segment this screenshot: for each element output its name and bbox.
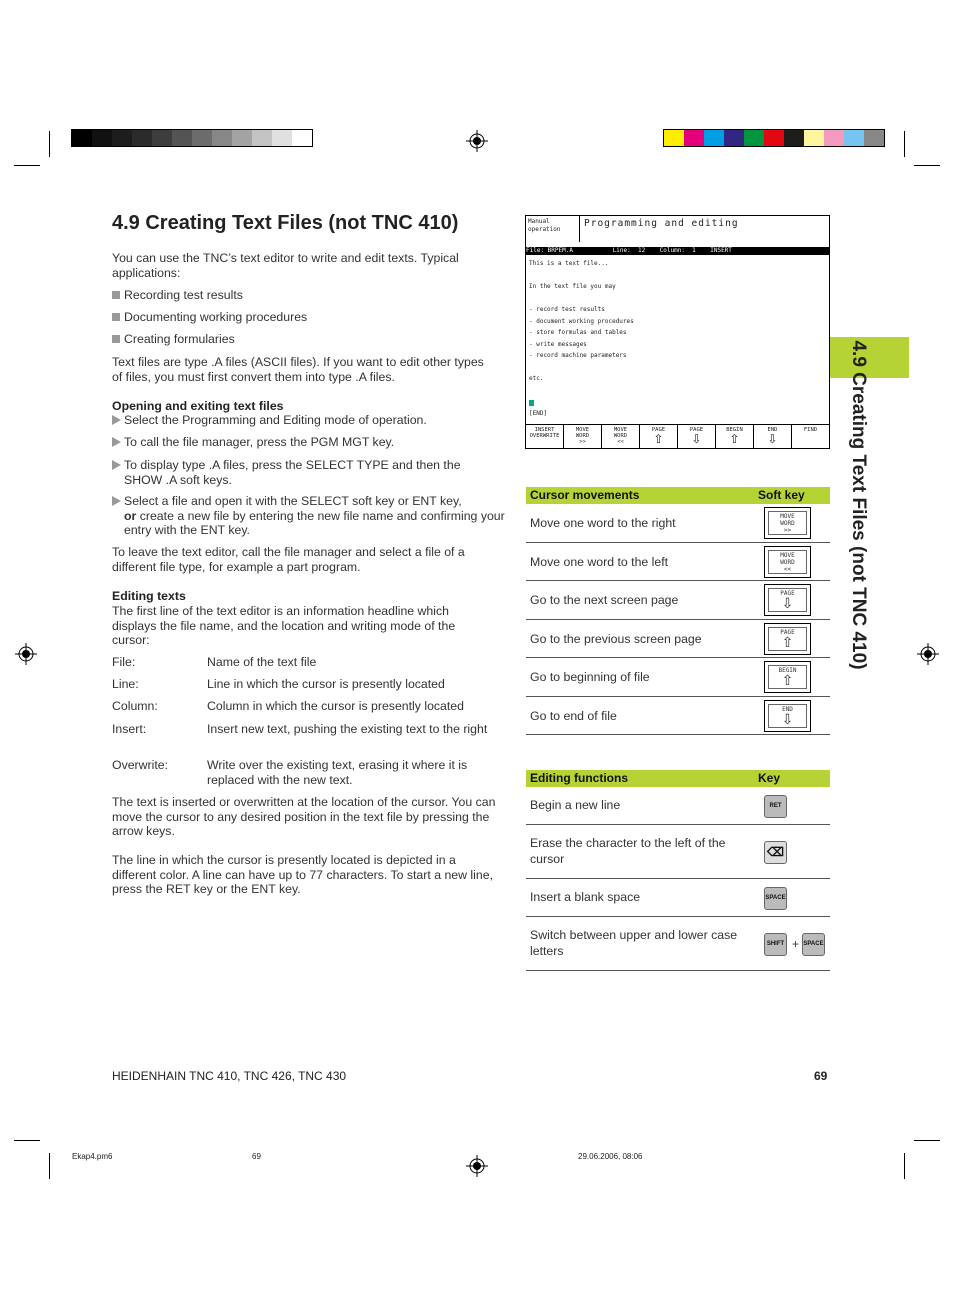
- row-description: Go to beginning of file: [530, 670, 650, 684]
- step-arrow-icon: [112, 415, 121, 425]
- softkey-label: INSERT: [534, 427, 555, 433]
- color-swatch: [784, 130, 804, 146]
- definition-term: Overwrite:: [112, 758, 169, 772]
- screen-text-line: [END]: [529, 409, 548, 417]
- table-header: Cursor movements Soft key: [526, 487, 830, 504]
- crop-mark: [14, 1140, 40, 1141]
- softkey-sublabel: >>: [579, 439, 586, 445]
- row-description: Erase the character to the left of the cursor: [530, 836, 726, 866]
- definition-term: Insert:: [112, 722, 147, 736]
- color-swatch: [232, 130, 252, 146]
- editing-paragraph: The first line of the text editor is an information headline which displays the file name, and the location and writing mode of the cursor:: [112, 604, 456, 648]
- screen-text-line: - record test results: [529, 306, 605, 313]
- registration-mark-icon: [466, 130, 488, 152]
- softkey-label: PAGE: [780, 628, 795, 636]
- softkey-sublabel: <<: [783, 565, 792, 573]
- softkey-image: [764, 507, 811, 539]
- softkey-move-word[interactable]: [564, 425, 602, 448]
- arrow-down-icon: ⇩: [781, 596, 794, 612]
- softkey-face: [768, 588, 807, 612]
- step-item: Select the Programming and Editing mode of operation.: [112, 413, 512, 428]
- color-swatch: [212, 130, 232, 146]
- color-swatch: [664, 130, 684, 146]
- file-types-paragraph: Text files are type .A files (ASCII files). If you want to edit other types of files, you must first convert them into type .A files.: [112, 355, 484, 384]
- color-swatch: [172, 130, 192, 146]
- softkey-image: [764, 623, 811, 655]
- color-swatch: [72, 130, 92, 146]
- definition-description: Line in which the cursor is presently located: [207, 677, 445, 691]
- table-row: [526, 917, 830, 971]
- page-number: 69: [814, 1069, 828, 1083]
- screen-text-line: - store formulas and tables: [529, 329, 627, 336]
- step-item: To call the file manager, press the PGM MGT key.: [112, 435, 512, 450]
- color-swatch: [764, 130, 784, 146]
- step-arrow-icon: [112, 460, 121, 470]
- intro-paragraph: You can use the TNC’s text editor to write and edit texts. Typical applications:: [112, 251, 459, 280]
- color-swatch: [824, 130, 844, 146]
- softkey-face: [768, 511, 807, 535]
- softkey-find[interactable]: [792, 425, 829, 448]
- line-paragraph: The line in which the cursor is presently located is depicted in a different color. A line can have up to 77 characters. To start a new line, press the RET key or the ENT key.: [112, 853, 493, 897]
- bullet-item: Creating formularies: [112, 332, 235, 346]
- screen-text-line: This is a text file...: [529, 260, 609, 267]
- definition-term: Column:: [112, 699, 158, 713]
- softkey-label: PAGE: [780, 590, 795, 597]
- color-swatch: [804, 130, 824, 146]
- key-ret: RET: [764, 795, 787, 818]
- editing-texts-heading: Editing texts: [112, 589, 186, 603]
- table-row: [526, 879, 830, 917]
- softkey-insert[interactable]: [526, 425, 564, 448]
- color-swatch: [192, 130, 212, 146]
- softkey-label: FIND: [803, 427, 818, 433]
- color-swatch: [272, 130, 292, 146]
- bullet-item: Recording test results: [112, 288, 243, 302]
- slug-page: 69: [252, 1152, 261, 1161]
- step-arrow-icon: [112, 496, 121, 506]
- arrow-down-icon: ⇩: [767, 432, 778, 446]
- row-description: Move one word to the left: [530, 554, 669, 569]
- table-header: Editing functions Key: [526, 770, 830, 787]
- bullet-square-icon: [112, 313, 120, 321]
- step-item: To display type .A files, press the SELECT TYPE and then the SHOW .A soft keys.: [112, 458, 482, 487]
- slug-file-name: Ekap4.pm6: [72, 1152, 113, 1161]
- softkey-image: [764, 700, 811, 732]
- softkey-face: [768, 704, 807, 728]
- key-space: SPACE: [764, 887, 787, 910]
- table-row: [526, 620, 830, 659]
- crop-mark: [904, 131, 905, 157]
- screen-text-line: - document working procedures: [529, 317, 634, 325]
- screen-info-headline: File: BRPEM.A Line: 12 Column: 1 INSERT: [526, 247, 829, 255]
- softkey-page[interactable]: [678, 425, 716, 448]
- arrow-down-icon: ⇩: [691, 432, 702, 446]
- softkey-label: MOVE WORD: [575, 427, 590, 439]
- softkey-begin[interactable]: [716, 425, 754, 448]
- softkey-face: [768, 550, 807, 574]
- softkey-end[interactable]: [754, 425, 792, 448]
- softkey-label: PAGE: [689, 427, 704, 433]
- row-description: Begin a new line: [530, 798, 621, 812]
- color-swatch: [724, 130, 744, 146]
- softkey-label: BEGIN: [726, 427, 743, 433]
- opening-exiting-heading: Opening and exiting text files: [112, 399, 284, 413]
- table-row: [526, 787, 830, 825]
- color-swatch: [92, 130, 112, 146]
- side-section-title: 4.9 Creating Text Files (not TNC 410): [848, 340, 869, 670]
- crop-mark: [904, 1153, 905, 1179]
- definition-term: Line:: [112, 677, 139, 691]
- screen-softkey-row: [526, 424, 829, 448]
- definition-description: Write over the existing text, erasing it where it is replaced with the new text.: [207, 758, 468, 787]
- softkey-label: PAGE: [651, 427, 666, 433]
- softkey-sublabel: OVERWRITE: [529, 433, 560, 439]
- tnc-screen-screenshot: [525, 215, 830, 449]
- key-space: SPACE: [802, 933, 825, 956]
- color-swatch: [252, 130, 272, 146]
- table-row: [526, 658, 830, 697]
- footer-product-line: HEIDENHAIN TNC 410, TNC 426, TNC 430: [112, 1069, 347, 1083]
- softkey-label: BEGIN: [778, 667, 797, 674]
- arrow-down-icon: ⇩: [781, 711, 794, 728]
- softkey-image: [764, 661, 811, 693]
- row-description: Switch between upper and lower case letters: [530, 928, 738, 958]
- softkey-image: [764, 584, 811, 616]
- table-row: [526, 825, 830, 879]
- screen-text-line: In the text file you may: [529, 283, 616, 290]
- slug-date: 29.06.2006, 08:06: [578, 1152, 643, 1161]
- arrow-up-icon: ⇧: [781, 673, 794, 689]
- crop-mark: [49, 131, 50, 157]
- definition-description: Column in which the cursor is presently located: [207, 699, 464, 713]
- color-swatch: [132, 130, 152, 146]
- color-swatch: [112, 130, 132, 146]
- arrow-up-icon: ⇧: [729, 432, 740, 446]
- key-backspace-icon: ⌫: [764, 841, 787, 864]
- softkey-image: [764, 546, 811, 578]
- crop-mark: [914, 165, 940, 166]
- crop-mark: [914, 1140, 940, 1141]
- row-description: Go to the next screen page: [530, 593, 679, 607]
- color-swatch: [844, 130, 864, 146]
- softkey-face: [768, 665, 807, 689]
- definition-term: File:: [112, 655, 136, 669]
- softkey-sublabel: <<: [617, 439, 624, 445]
- registration-mark-icon: [917, 643, 939, 665]
- screen-text-line: etc.: [529, 375, 544, 382]
- color-swatch: [684, 130, 704, 146]
- definition-description: Name of the text file: [207, 655, 317, 669]
- row-description: Go to the previous screen page: [530, 631, 702, 646]
- color-swatch: [744, 130, 764, 146]
- grayscale-color-bar: [71, 129, 313, 147]
- color-swatch: [152, 130, 172, 146]
- color-swatch: [292, 130, 312, 146]
- softkey-label: MOVE WORD: [780, 513, 795, 527]
- softkey-sublabel: >>: [783, 527, 792, 534]
- bullet-square-icon: [112, 291, 120, 299]
- cursor-movements-table: [526, 487, 830, 735]
- row-description: Move one word to the right: [530, 516, 676, 530]
- softkey-label: END: [782, 705, 793, 713]
- arrow-up-icon: ⇧: [653, 432, 664, 446]
- key-shift: SHIFT: [764, 933, 787, 956]
- arrow-up-icon: ⇧: [781, 634, 794, 651]
- softkey-page[interactable]: [640, 425, 678, 448]
- screen-text-line: - record machine parameters: [529, 352, 627, 359]
- screen-cursor: [529, 400, 534, 406]
- definition-description: Insert new text, pushing the existing text to the right: [207, 722, 488, 736]
- softkey-label: MOVE WORD: [780, 551, 795, 566]
- row-description: Insert a blank space: [530, 890, 641, 904]
- color-swatch: [704, 130, 724, 146]
- screen-text-line: - write messages: [529, 340, 587, 348]
- crop-mark: [49, 1153, 50, 1179]
- leave-editor-paragraph: To leave the text editor, call the file manager and select a file of a different file type, for example a part program.: [112, 545, 465, 574]
- bullet-square-icon: [112, 335, 120, 343]
- color-swatch: [864, 130, 884, 146]
- softkey-label: END: [767, 427, 778, 433]
- editing-functions-table: [526, 770, 830, 971]
- table-row: [526, 504, 830, 543]
- softkey-move-word[interactable]: [602, 425, 640, 448]
- row-description: Go to end of file: [530, 708, 617, 723]
- step-item: Select a file and open it with the SELECT soft key or ENT key, or create a new file by entering the new file name and confirming your entry with the ENT key.: [112, 494, 512, 538]
- plus-sign: +: [792, 937, 800, 951]
- page-title: 4.9 Creating Text Files (not TNC 410): [112, 212, 459, 234]
- process-color-bar: [663, 129, 885, 147]
- registration-mark-icon: [466, 1155, 488, 1177]
- softkey-face: [768, 627, 807, 651]
- table-row: [526, 581, 830, 620]
- table-row: [526, 543, 830, 582]
- bullet-item: Documenting working procedures: [112, 310, 307, 324]
- registration-mark-icon: [15, 643, 37, 665]
- screen-mode-label: Manual operation: [526, 216, 580, 242]
- cursor-paragraph: The text is inserted or overwritten at the location of the cursor. You can move the cursor to any desired position in the text file by pressing the arrow keys.: [112, 795, 496, 839]
- softkey-label: MOVE WORD: [613, 427, 628, 439]
- screen-title: Programming and editing: [584, 218, 739, 229]
- crop-mark: [14, 165, 40, 166]
- table-row: [526, 697, 830, 736]
- step-arrow-icon: [112, 437, 121, 447]
